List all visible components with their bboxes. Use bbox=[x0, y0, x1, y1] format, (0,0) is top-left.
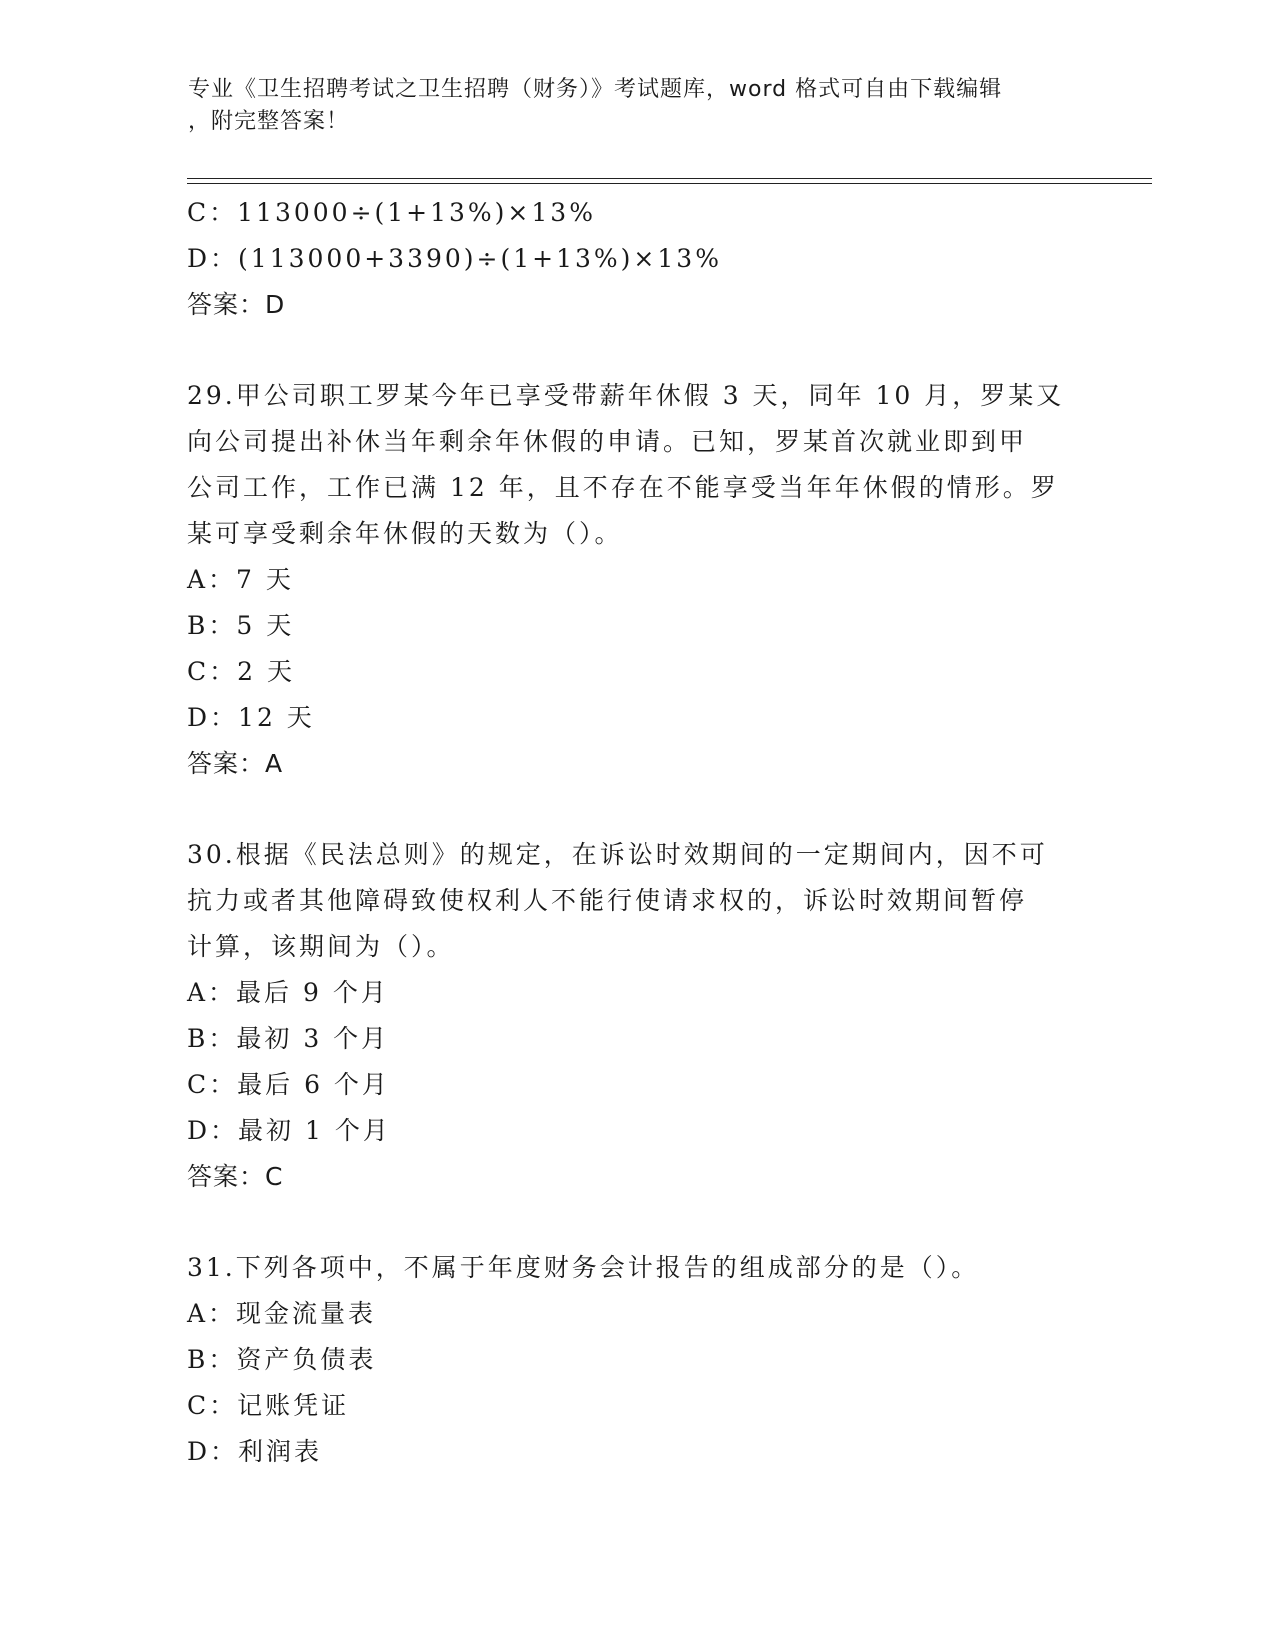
option-c: C：2 天 bbox=[187, 657, 295, 686]
question-text-line: 计算，该期间为（）。 bbox=[187, 932, 455, 961]
question-list bbox=[187, 190, 1087, 1475]
question-30 bbox=[187, 832, 1087, 1200]
question-text-line: 向公司提出补休当年剩余年休假的申请。已知，罗某首次就业即到甲 bbox=[187, 427, 1028, 456]
header-line-2: ，附完整答案！ bbox=[188, 109, 350, 134]
question-28-tail bbox=[187, 190, 1087, 328]
option-b: B：最初 3 个月 bbox=[187, 1024, 390, 1053]
answer-line: 答案：C bbox=[187, 1162, 284, 1191]
option-a: A：7 天 bbox=[187, 565, 294, 594]
document-header bbox=[188, 74, 1088, 138]
spacer bbox=[187, 328, 1087, 373]
option-b: B：资产负债表 bbox=[187, 1345, 377, 1374]
question-29 bbox=[187, 373, 1087, 787]
question-text-line: 某可享受剩余年休假的天数为（）。 bbox=[187, 519, 623, 548]
answer-line: 答案：D bbox=[187, 290, 286, 319]
question-text-line: 31.下列各项中，不属于年度财务会计报告的组成部分的是（）。 bbox=[187, 1253, 980, 1282]
option-d: D：(113000+3390)÷(1+13%)×13% bbox=[187, 244, 722, 273]
question-31 bbox=[187, 1245, 1087, 1475]
header-line-1: 专业《卫生招聘考试之卫生招聘（财务）》考试题库，word 格式可自由下载编辑 bbox=[188, 77, 1003, 102]
spacer bbox=[187, 787, 1087, 832]
header-divider-top bbox=[187, 178, 1152, 179]
question-text-line: 29.甲公司职工罗某今年已享受带薪年休假 3 天，同年 10 月，罗某又 bbox=[187, 381, 1065, 410]
option-b: B：5 天 bbox=[187, 611, 295, 640]
option-c: C：最后 6 个月 bbox=[187, 1070, 390, 1099]
option-c: C：113000÷(1+13%)×13% bbox=[187, 198, 596, 227]
option-d: D：最初 1 个月 bbox=[187, 1116, 391, 1145]
option-d: D：12 天 bbox=[187, 703, 315, 732]
question-text-line: 抗力或者其他障碍致使权利人不能行使请求权的，诉讼时效期间暂停 bbox=[187, 886, 1028, 915]
option-a: A：现金流量表 bbox=[187, 1299, 377, 1328]
spacer bbox=[187, 1200, 1087, 1245]
header-divider-bottom bbox=[187, 183, 1152, 184]
option-a: A：最后 9 个月 bbox=[187, 978, 389, 1007]
option-c: C：记账凭证 bbox=[187, 1391, 350, 1420]
option-d: D：利润表 bbox=[187, 1437, 323, 1466]
question-text-line: 30.根据《民法总则》的规定，在诉讼时效期间的一定期间内，因不可 bbox=[187, 840, 1048, 869]
answer-line: 答案：A bbox=[187, 749, 284, 778]
question-text-line: 公司工作，工作已满 12 年，且不存在不能享受当年年休假的情形。罗 bbox=[187, 473, 1059, 502]
